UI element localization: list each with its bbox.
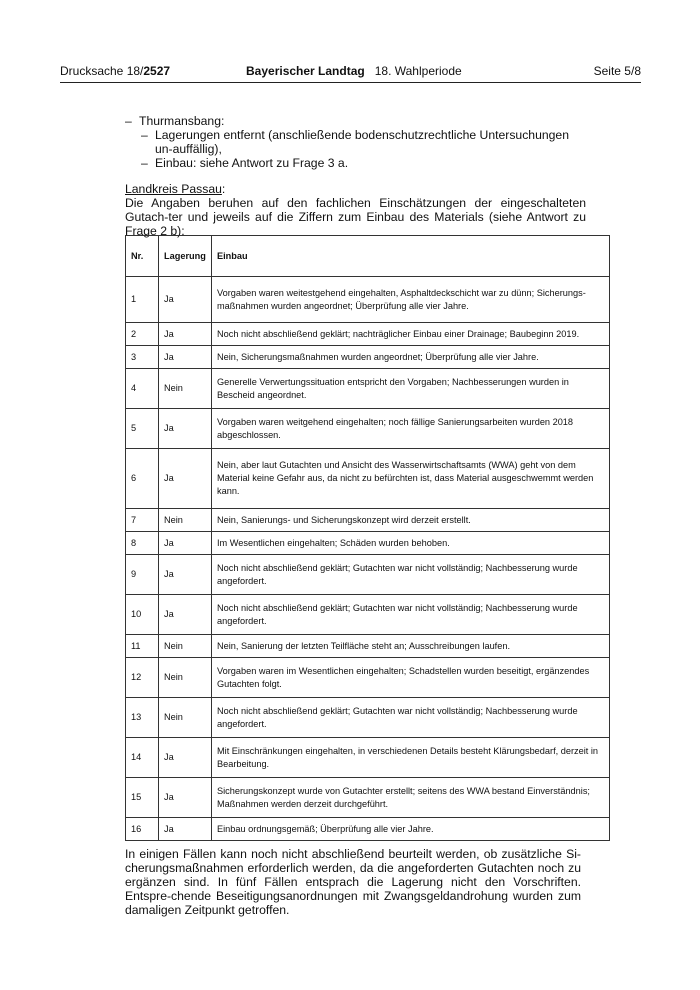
cell-einbau: Nein, aber laut Gutachten und Ansicht des Wasserwirtschaftsamts (WWA) geht von dem Material keine Gefahr aus, da nicht zu befürchten ist, dass Material ausgeschwemmt werden kann. <box>212 449 610 509</box>
cell-lagerung: Nein <box>159 635 212 658</box>
cell-einbau: Nein, Sanierungs- und Sicherungskonzept wird derzeit erstellt. <box>212 509 610 532</box>
bullet-subitem: – Einbau: siehe Antwort zu Frage 3 a. <box>141 156 349 170</box>
table-header-row <box>126 236 610 277</box>
cell-lagerung: Ja <box>159 277 212 323</box>
cell-nr: 6 <box>126 449 159 509</box>
cell-einbau: Nein, Sanierung der letzten Teilfläche steht an; Ausschreibungen laufen. <box>212 635 610 658</box>
cell-lagerung: Ja <box>159 595 212 635</box>
cell-einbau: Einbau ordnungsgemäß; Überprüfung alle vier Jahre. <box>212 818 610 841</box>
cell-nr: 4 <box>126 369 159 409</box>
dash-marker: – <box>125 114 132 128</box>
cell-einbau: Noch nicht abschließend geklärt; Gutachten war nicht vollständig; Nachbesserung wurde angefordert. <box>212 698 610 738</box>
table-row <box>126 818 610 841</box>
table-row <box>126 369 610 409</box>
bullet-subitem: – Lagerungen entfernt (anschließende bodenschutzrechtliche Untersuchungen un-auffällig), <box>141 128 569 156</box>
cell-einbau: Noch nicht abschließend geklärt; nachträglicher Einbau einer Drainage; Baubeginn 2019. <box>212 323 610 346</box>
cell-einbau: Im Wesentlichen eingehalten; Schäden wurden behoben. <box>212 532 610 555</box>
table-row <box>126 555 610 595</box>
cell-lagerung: Nein <box>159 658 212 698</box>
cell-nr: 9 <box>126 555 159 595</box>
cell-einbau: Nein, Sicherungsmaßnahmen wurden angeordnet; Überprüfung alle vier Jahre. <box>212 346 610 369</box>
column-header-lagerung: Lagerung <box>159 236 212 277</box>
cell-einbau: Noch nicht abschließend geklärt; Gutachten war nicht vollständig; Nachbesserung wurde angefordert. <box>212 555 610 595</box>
cell-nr: 12 <box>126 658 159 698</box>
bullet-item: – Thurmansbang: <box>125 114 225 128</box>
table-row <box>126 409 610 449</box>
table-row <box>126 778 610 818</box>
cell-lagerung: Nein <box>159 509 212 532</box>
cell-lagerung: Ja <box>159 323 212 346</box>
table-row <box>126 658 610 698</box>
cell-nr: 15 <box>126 778 159 818</box>
cell-nr: 3 <box>126 346 159 369</box>
cell-nr: 5 <box>126 409 159 449</box>
cell-einbau: Noch nicht abschließend geklärt; Gutachten war nicht vollständig; Nachbesserung wurde angefordert. <box>212 595 610 635</box>
cell-lagerung: Ja <box>159 532 212 555</box>
cell-einbau: Vorgaben waren im Wesentlichen eingehalten; Schadstellen wurden beseitigt, ergänzendes Gutachten folgt. <box>212 658 610 698</box>
parliament-title: Bayerischer Landtag 18. Wahlperiode <box>246 64 462 78</box>
table-row <box>126 635 610 658</box>
cell-nr: 16 <box>126 818 159 841</box>
cell-lagerung: Ja <box>159 818 212 841</box>
cell-lagerung: Ja <box>159 409 212 449</box>
cell-nr: 2 <box>126 323 159 346</box>
table-row <box>126 346 610 369</box>
cell-einbau: Vorgaben waren weitestgehend eingehalten, Asphaltdeckschicht war zu dünn; Sicherungs-maßnahmen wurden angeordnet; Überprüfung alle vier Jahre. <box>212 277 610 323</box>
cell-einbau: Vorgaben waren weitgehend eingehalten; noch fällige Sanierungsarbeiten wurden 2018 abgeschlossen. <box>212 409 610 449</box>
page-number: Seite 5/8 <box>593 64 641 78</box>
cell-nr: 13 <box>126 698 159 738</box>
results-table <box>125 235 610 841</box>
body-text <box>125 114 586 238</box>
cell-lagerung: Ja <box>159 555 212 595</box>
cell-nr: 7 <box>126 509 159 532</box>
cell-einbau: Sicherungskonzept wurde von Gutachter erstellt; seitens des WWA bestand Einverständnis; Maßnahmen werden derzeit durchgeführt. <box>212 778 610 818</box>
closing-paragraph: In einigen Fällen kann noch nicht abschließend beurteilt werden, ob zusätzliche Si-cherungsmaßnahmen erforderlich werden, da die angeforderten Gutachten noch zu ergänzen sind. In fünf Fällen entsprach die Lagerung nicht den Vorschriften. Entspre-chende Beseitigungsanordnungen mit Zwangsgeldandrohung wurden zum damaligen Zeitpunkt getroffen. <box>125 847 581 917</box>
column-header-einbau: Einbau <box>212 236 610 277</box>
table-row <box>126 449 610 509</box>
cell-lagerung: Nein <box>159 698 212 738</box>
table-row <box>126 738 610 778</box>
cell-nr: 14 <box>126 738 159 778</box>
bullet-list <box>125 114 586 170</box>
cell-lagerung: Ja <box>159 778 212 818</box>
section-heading: Landkreis Passau: <box>125 182 226 196</box>
table-row <box>126 698 610 738</box>
dash-marker: – <box>141 156 148 170</box>
section-landkreis-passau <box>125 182 586 238</box>
column-header-nr: Nr. <box>126 236 159 277</box>
cell-lagerung: Ja <box>159 449 212 509</box>
cell-einbau: Generelle Verwertungssituation entspricht den Vorgaben; Nachbesserungen wurden in Bescheid angeordnet. <box>212 369 610 409</box>
page-header <box>60 62 641 83</box>
cell-nr: 11 <box>126 635 159 658</box>
table-row <box>126 509 610 532</box>
table-row <box>126 323 610 346</box>
document-number: Drucksache 18/2527 <box>60 64 171 78</box>
cell-nr: 10 <box>126 595 159 635</box>
dash-marker: – <box>141 128 148 142</box>
cell-lagerung: Nein <box>159 369 212 409</box>
table-row <box>126 595 610 635</box>
cell-lagerung: Ja <box>159 346 212 369</box>
cell-nr: 1 <box>126 277 159 323</box>
cell-lagerung: Ja <box>159 738 212 778</box>
cell-einbau: Mit Einschränkungen eingehalten, in verschiedenen Details besteht Klärungsbedarf, derzeit in Bearbeitung. <box>212 738 610 778</box>
section-intro: Die Angaben beruhen auf den fachlichen Einschätzungen der eingeschalteten Gutach-ter und jeweils auf die Ziffern zum Einbau des Materials (siehe Antwort zu Frage 2 b): <box>125 196 586 238</box>
table-row <box>126 532 610 555</box>
table-row <box>126 277 610 323</box>
cell-nr: 8 <box>126 532 159 555</box>
